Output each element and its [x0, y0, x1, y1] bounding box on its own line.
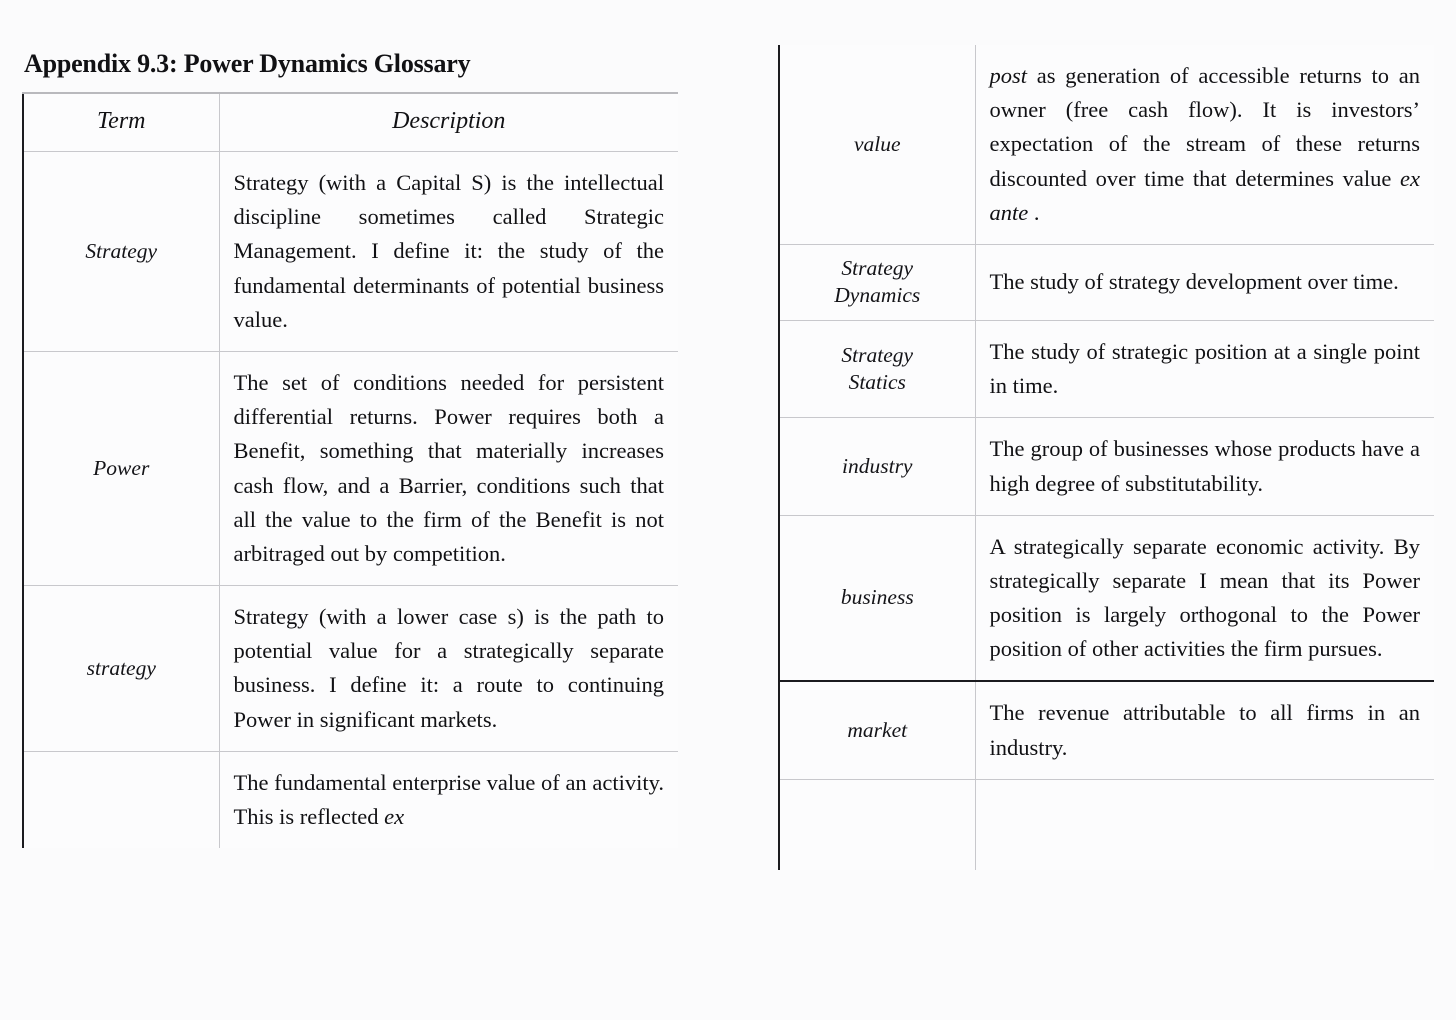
table-row [779, 515, 1434, 681]
description-cell: The fundamental enterprise value of an activity. This is reflected ex [233, 769, 664, 829]
term-cell [779, 320, 975, 417]
table-row-clipped [23, 751, 678, 848]
table-row [779, 418, 1434, 515]
term-line: Strategy [841, 255, 914, 280]
term-line: Dynamics [834, 283, 921, 308]
table-row [779, 244, 1434, 320]
description-cell [975, 779, 1434, 870]
term-line: Strategy [841, 342, 914, 367]
description-cell: post as generation of accessible returns to an owner (free cash flow). It is investors’ expectation of the stream of these returns discounted over time that determines value ex ante . [975, 45, 1434, 244]
description-cell: The group of businesses whose products have a high degree of substitutability. [975, 418, 1434, 515]
term-cell: Strategy [23, 152, 219, 352]
glossary-table-left [22, 92, 678, 848]
term-cell: Power [23, 351, 219, 585]
description-cell: The study of strategic position at a single point in time. [975, 320, 1434, 417]
description-cell: The study of strategy development over time. [975, 244, 1434, 320]
glossary-table-right [778, 45, 1434, 870]
term-line: Statics [848, 370, 906, 395]
table-row [779, 681, 1434, 779]
table-row [23, 586, 678, 752]
description-cell: Strategy (with a lower case s) is the path to potential value for a strategically separate business. I define it: a route to continuing Power in significant markets. [219, 586, 678, 752]
table-row [779, 45, 1434, 244]
term-cell: strategy [23, 586, 219, 752]
right-column [778, 0, 1434, 1020]
column-header-term: Term [23, 93, 219, 152]
left-column [22, 0, 678, 1020]
term-cell: industry [779, 418, 975, 515]
term-cell: value [779, 45, 975, 244]
description-cell: The set of conditions needed for persistent differential returns. Power requires both a Benefit, something that materially increases cash flow, and a Barrier, conditions such that all the value to the firm of the Benefit is not arbitraged out by competition. [219, 351, 678, 585]
term-cell: market [779, 681, 975, 779]
table-row [779, 320, 1434, 417]
description-cell: Strategy (with a Capital S) is the intellectual discipline sometimes called Strategic Management. I define it: the study of the fundamental determinants of potential business value. [219, 152, 678, 352]
description-cell: The revenue attributable to all firms in an industry. [975, 681, 1434, 779]
term-cell [779, 779, 975, 870]
term-cell: business [779, 515, 975, 681]
table-row-empty [779, 779, 1434, 870]
table-header-row [23, 93, 678, 152]
table-row [23, 351, 678, 585]
term-cell [779, 244, 975, 320]
table-row [23, 152, 678, 352]
description-cell: A strategically separate economic activity. By strategically separate I mean that its Power position is largely orthogonal to the Power position of other activities the firm pursues. [975, 515, 1434, 681]
term-cell [23, 751, 219, 848]
column-header-description: Description [219, 93, 678, 152]
page-title: Appendix 9.3: Power Dynamics Glossary [24, 49, 471, 78]
